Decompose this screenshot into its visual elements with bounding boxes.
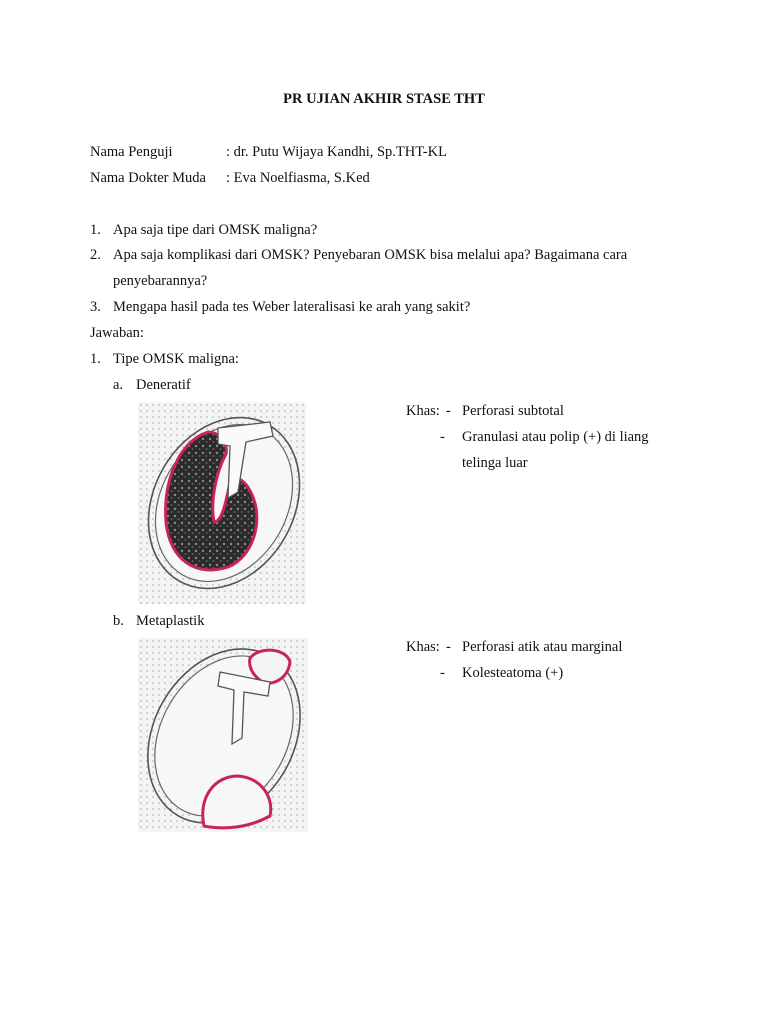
type-name: Deneratif <box>136 377 191 393</box>
eardrum-drawing-b <box>138 638 308 832</box>
feature-text: Granulasi atau polip (+) di liang <box>462 429 649 445</box>
examiner-label: Nama Penguji <box>90 144 173 160</box>
feature-text: Perforasi subtotal <box>462 403 564 419</box>
question-number: 1. <box>90 222 101 238</box>
feature-text: Perforasi atik atau marginal <box>462 639 623 655</box>
examiner-value: : dr. Putu Wijaya Kandhi, Sp.THT-KL <box>226 144 447 160</box>
student-label: Nama Dokter Muda <box>90 170 206 186</box>
question-text: Apa saja komplikasi dari OMSK? Penyebaran OMSK bisa melalui apa? Bagaimana cara <box>113 247 628 263</box>
answers-heading: Jawaban: <box>90 325 144 341</box>
answer-number: 1. <box>90 351 101 367</box>
page-title: PR UJIAN AKHIR STASE THT <box>283 91 485 107</box>
answer-text: Tipe OMSK maligna: <box>113 351 239 367</box>
question-number: 3. <box>90 299 101 315</box>
feature-text-continued: telinga luar <box>462 455 528 471</box>
type-name: Metaplastik <box>136 613 205 629</box>
eardrum-drawing-a <box>138 402 306 604</box>
dash: - <box>446 403 451 419</box>
student-value: : Eva Noelfiasma, S.Ked <box>226 170 370 186</box>
question-text: Mengapa hasil pada tes Weber lateralisasi ke arah yang sakit? <box>113 299 471 315</box>
question-text-continued: penyebarannya? <box>113 273 208 289</box>
question-text: Apa saja tipe dari OMSK maligna? <box>113 222 318 238</box>
question-number: 2. <box>90 247 101 263</box>
dash: - <box>440 665 445 681</box>
khas-label: Khas: <box>406 403 440 419</box>
type-letter: a. <box>113 377 124 393</box>
khas-label: Khas: <box>406 639 440 655</box>
type-letter: b. <box>113 613 124 629</box>
dash: - <box>446 639 451 655</box>
dash: - <box>440 429 445 445</box>
feature-text: Kolesteatoma (+) <box>462 665 564 681</box>
